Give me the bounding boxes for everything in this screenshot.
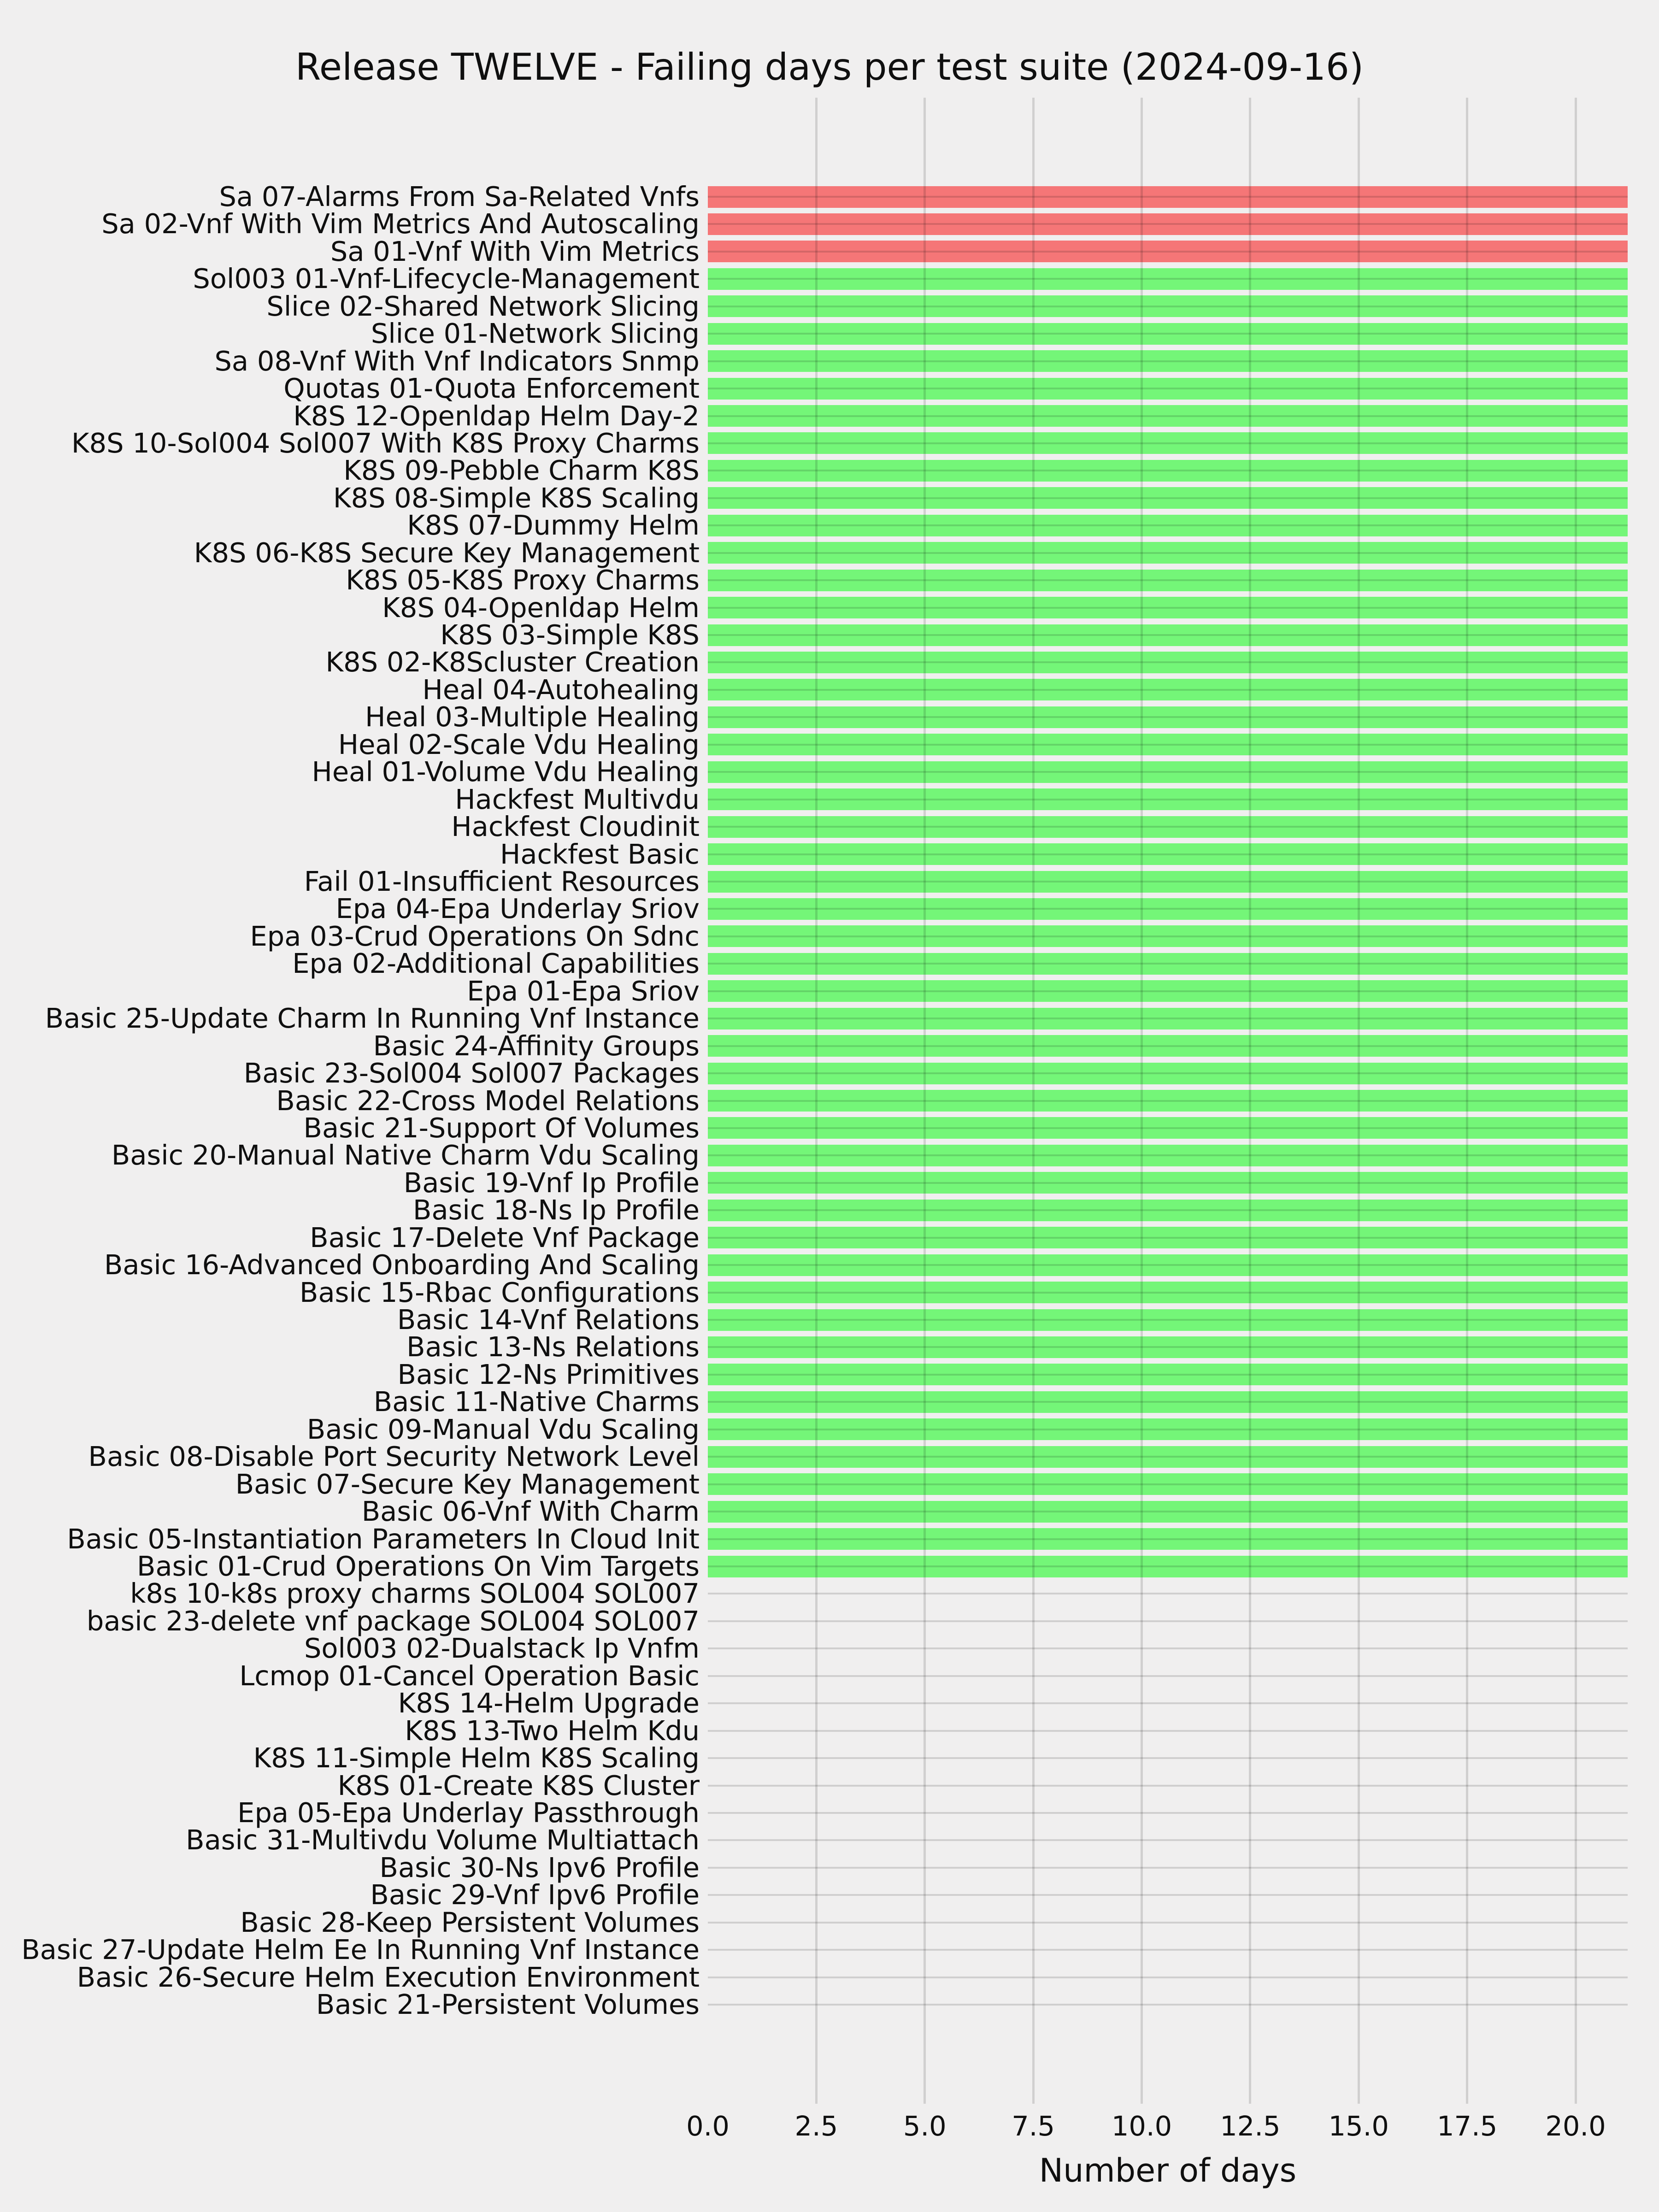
gridline-horizontal [708,278,1628,280]
gridline-horizontal [708,853,1628,855]
gridline-horizontal [708,661,1628,663]
y-tick-label: Basic 12-Ns Primitives [397,1358,700,1390]
gridline-horizontal [708,1018,1628,1019]
y-tick-label: Sol003 02-Dualstack Ip Vnfm [304,1632,700,1665]
y-tick-label: Basic 21-Support Of Volumes [303,1112,700,1144]
x-tick-label: 2.5 [794,2110,838,2142]
gridline-horizontal [708,388,1628,389]
gridline-horizontal [708,333,1628,335]
y-tick-label: K8S 04-Openldap Helm [382,591,700,624]
x-tick-label: 0.0 [686,2110,729,2142]
y-tick-label: Hackfest Multivdu [455,783,700,815]
gridline-horizontal [708,1894,1628,1896]
x-tick-label: 15.0 [1328,2110,1389,2142]
y-tick-label: Epa 05-Epa Underlay Passthrough [237,1796,700,1829]
y-tick-label: Quotas 01-Quota Enforcement [283,372,700,405]
y-tick-label: Fail 01-Insufficient Resources [304,865,700,897]
gridline-horizontal [708,251,1628,253]
y-tick-label: Hackfest Basic [500,838,700,870]
gridline-horizontal [708,579,1628,581]
gridline-horizontal [708,1182,1628,1184]
gridline-vertical [1466,98,1468,2104]
gridline-horizontal [708,1237,1628,1239]
gridline-horizontal [708,1538,1628,1540]
gridline-vertical [1141,98,1143,2104]
gridline-horizontal [708,1483,1628,1485]
y-tick-label: Basic 15-Rbac Configurations [300,1276,700,1308]
y-tick-label: basic 23-delete vnf package SOL004 SOL007 [86,1605,700,1637]
y-tick-label: Heal 02-Scale Vdu Healing [338,728,700,760]
gridline-horizontal [708,1045,1628,1047]
gridline-horizontal [708,1072,1628,1074]
y-tick-label: Hackfest Cloudinit [451,811,700,843]
y-tick-label: Basic 05-Instantiation Parameters In Cloud Init [67,1523,700,1555]
x-tick-label: 17.5 [1436,2110,1498,2142]
gridline-horizontal [708,196,1628,198]
y-tick-label: K8S 12-Openldap Helm Day-2 [293,400,700,432]
y-tick-label: Slice 02-Shared Network Slicing [266,290,700,322]
gridline-horizontal [708,1401,1628,1403]
gridline-horizontal [708,1319,1628,1321]
y-tick-label: Basic 14-Vnf Relations [397,1304,700,1336]
gridline-horizontal [708,826,1628,828]
y-tick-label: Basic 13-Ns Relations [406,1331,700,1363]
gridline-horizontal [708,1812,1628,1814]
gridline-horizontal [708,963,1628,965]
y-tick-label: Epa 03-Crud Operations On Sdnc [250,920,700,952]
y-tick-label: K8S 02-K8Scluster Creation [325,646,700,678]
y-tick-label: k8s 10-k8s proxy charms SOL004 SOL007 [130,1577,700,1610]
gridline-vertical [924,98,926,2104]
gridline-horizontal [708,1839,1628,1841]
y-tick-label: Basic 11-Native Charms [373,1386,700,1418]
y-tick-label: Sa 08-Vnf With Vnf Indicators Snmp [214,345,700,377]
gridline-vertical [1575,98,1577,2104]
y-tick-label: K8S 06-K8S Secure Key Management [194,536,700,569]
gridline-horizontal [708,1209,1628,1211]
gridline-horizontal [708,771,1628,773]
gridline-horizontal [708,689,1628,691]
y-tick-label: Basic 09-Manual Vdu Scaling [306,1413,700,1445]
y-tick-label: Basic 07-Secure Key Management [235,1468,700,1500]
gridline-horizontal [708,1757,1628,1759]
gridline-horizontal [708,1922,1628,1924]
y-tick-label: Sa 02-Vnf With Vim Metrics And Autoscaling [101,208,700,240]
gridline-horizontal [708,1100,1628,1102]
gridline-horizontal [708,442,1628,444]
y-tick-label: Epa 01-Epa Sriov [467,975,700,1007]
y-tick-label: K8S 05-K8S Proxy Charms [346,564,700,596]
gridline-horizontal [708,990,1628,992]
gridline-horizontal [708,1456,1628,1458]
gridline-horizontal [708,415,1628,417]
y-tick-label: Sol003 01-Vnf-Lifecycle-Management [193,263,700,295]
y-tick-label: Heal 01-Volume Vdu Healing [312,756,700,788]
y-tick-label: Epa 04-Epa Underlay Sriov [335,893,700,925]
gridline-horizontal [708,881,1628,882]
y-tick-label: Basic 29-Vnf Ipv6 Profile [370,1879,700,1911]
y-tick-label: K8S 08-Simple K8S Scaling [333,482,700,514]
gridline-horizontal [708,1264,1628,1266]
y-tick-label: Basic 23-Sol004 Sol007 Packages [243,1057,700,1089]
y-tick-label: Heal 04-Autohealing [422,673,700,706]
gridline-horizontal [708,1346,1628,1348]
y-tick-label: Basic 19-Vnf Ip Profile [403,1166,700,1199]
x-tick-label: 10.0 [1111,2110,1172,2142]
y-tick-label: Heal 03-Multiple Healing [365,701,700,733]
y-tick-label: Sa 07-Alarms From Sa-Related Vnfs [219,181,700,212]
y-tick-label: K8S 14-Helm Upgrade [398,1687,700,1719]
y-tick-label: Basic 30-Ns Ipv6 Profile [379,1851,700,1883]
gridline-horizontal [708,799,1628,800]
gridline-horizontal [708,1702,1628,1704]
y-tick-label: K8S 01-Create K8S Cluster [337,1769,700,1801]
gridline-vertical [1032,98,1035,2104]
x-tick-label: 5.0 [903,2110,947,2142]
y-tick-label: Basic 20-Manual Native Charm Vdu Scaling [111,1139,700,1171]
y-tick-label: Basic 17-Delete Vnf Package [310,1221,700,1253]
y-tick-label: K8S 10-Sol004 Sol007 With K8S Proxy Charms [71,427,700,459]
y-tick-label: Lcmop 01-Cancel Operation Basic [239,1659,700,1692]
gridline-horizontal [708,524,1628,526]
gridline-horizontal [708,1593,1628,1594]
gridline-horizontal [708,1154,1628,1156]
y-tick-label: Basic 27-Update Helm Ee In Running Vnf Instance [21,1934,700,1966]
y-tick-label: Basic 24-Affinity Groups [373,1030,700,1062]
y-tick-label: Basic 28-Keep Persistent Volumes [240,1906,700,1938]
y-tick-label: Basic 16-Advanced Onboarding And Scaling [104,1249,700,1281]
x-tick-label: 7.5 [1012,2110,1055,2142]
gridline-horizontal [708,744,1628,746]
gridline-horizontal [708,1647,1628,1649]
plot-area [708,98,1628,2104]
gridline-horizontal [708,607,1628,609]
y-tick-label: Sa 01-Vnf With Vim Metrics [330,235,700,267]
gridline-horizontal [708,470,1628,471]
gridline-vertical [1249,98,1251,2104]
y-tick-label: K8S 07-Dummy Helm [407,509,700,541]
y-tick-label: Basic 25-Update Charm In Running Vnf Instance [45,1002,700,1035]
y-tick-label: Basic 01-Crud Operations On Vim Targets [136,1550,700,1582]
gridline-horizontal [708,2004,1628,2006]
y-tick-label: Epa 02-Additional Capabilities [292,947,700,980]
gridline-horizontal [708,1429,1628,1430]
gridline-horizontal [708,1511,1628,1512]
y-tick-label: K8S 09-Pebble Charm K8S [343,454,700,487]
gridline-horizontal [708,935,1628,937]
y-tick-label: Slice 01-Network Slicing [371,318,700,350]
y-tick-label: Basic 26-Secure Helm Execution Environment [76,1961,700,1993]
gridline-horizontal [708,634,1628,636]
gridline-horizontal [708,306,1628,307]
gridline-horizontal [708,552,1628,554]
y-tick-label: Basic 06-Vnf With Charm [361,1495,700,1528]
gridline-horizontal [708,908,1628,910]
y-tick-label: K8S 13-Two Helm Kdu [405,1714,700,1747]
gridline-horizontal [708,1867,1628,1869]
x-tick-label: 20.0 [1545,2110,1606,2142]
x-tick-label: 12.5 [1220,2110,1281,2142]
gridline-horizontal [708,1977,1628,1978]
gridline-horizontal [708,360,1628,362]
gridline-horizontal [708,1127,1628,1129]
gridline-vertical [1358,98,1360,2104]
gridline-vertical [815,98,818,2104]
chart-title: Release TWELVE - Failing days per test suite (2024-09-16) [295,46,1364,88]
y-tick-label: Basic 21-Persistent Volumes [316,1988,700,2021]
y-tick-label: Basic 08-Disable Port Security Network Level [88,1441,700,1473]
y-tick-label: Basic 31-Multivdu Volume Multiattach [186,1824,700,1856]
gridline-horizontal [708,1675,1628,1677]
y-tick-label: K8S 03-Simple K8S [440,619,700,651]
y-tick-label: K8S 11-Simple Helm K8S Scaling [253,1742,700,1774]
gridline-horizontal [708,223,1628,225]
gridline-horizontal [708,1565,1628,1567]
gridline-horizontal [708,1292,1628,1294]
y-tick-label: Basic 22-Cross Model Relations [276,1084,700,1117]
gridline-horizontal [708,1620,1628,1622]
gridline-horizontal [708,1730,1628,1732]
gridline-horizontal [708,1374,1628,1376]
x-axis-label: Number of days [1039,2152,1297,2189]
gridline-horizontal [708,716,1628,718]
gridline-horizontal [708,497,1628,499]
y-tick-label: Basic 18-Ns Ip Profile [412,1194,700,1226]
gridline-horizontal [708,1949,1628,1951]
gridline-horizontal [708,1785,1628,1787]
